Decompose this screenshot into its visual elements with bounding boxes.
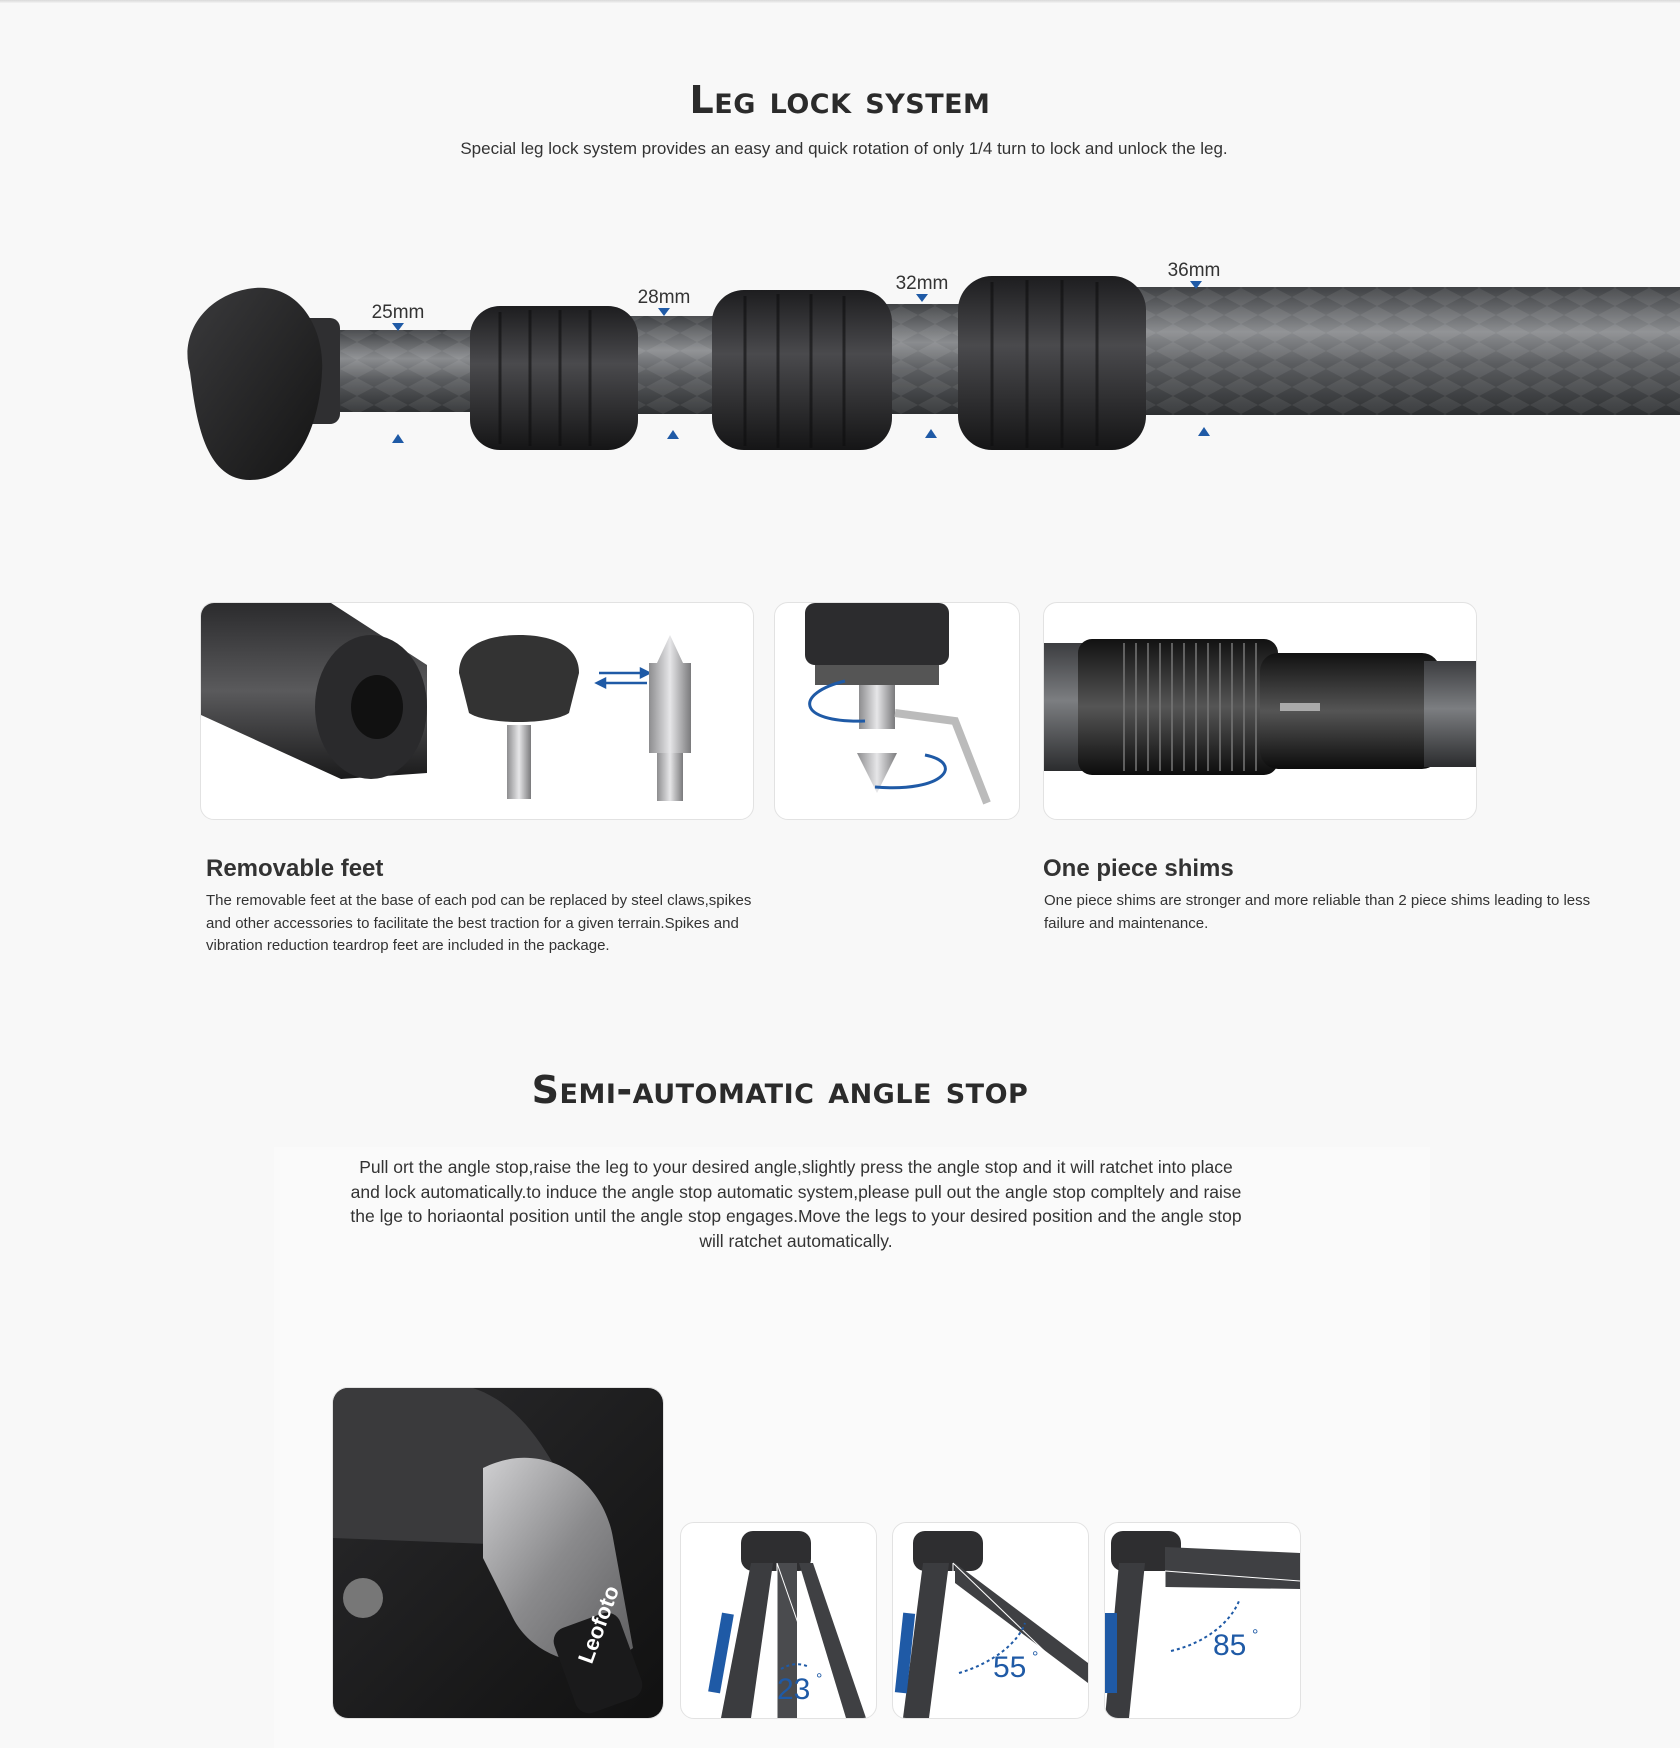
angle-label-85: 85 [1213,1629,1247,1662]
removable-feet-title: Removable feet [206,855,384,882]
angle-stop-title: Semi-automatic angle stop [531,1068,1029,1112]
shims-image [1044,603,1476,819]
angle-stop-closeup-image [333,1388,663,1718]
angle-85-panel [1104,1522,1301,1719]
removable-feet-panel [200,602,754,820]
angle-stop-closeup-panel [332,1387,664,1719]
diameter-label-36: 36mm [1167,260,1221,281]
leg-lock-subtitle: Special leg lock system provides an easy and quick rotation of only 1/4 turn to lock and unlock the leg. [460,139,1228,158]
spike-adjust-panel [774,602,1020,820]
diameter-label-32: 32mm [895,273,949,294]
removable-feet-text: The removable feet at the base of each pod can be replaced by steel claws,spikes and other accessories to facilitate the best traction for a given terrain.Spikes and vibration reduction teardrop feet are included in the package. [206,892,752,954]
tripod-angle-85-image [1105,1523,1300,1718]
one-piece-shims-panel [1043,602,1477,820]
spike-wrench-image [775,603,1019,819]
degree-symbol-23: ° [816,1671,823,1688]
diameter-label-28: 28mm [637,287,691,308]
leg-lock-title: Leg lock system [689,78,991,122]
angle-55-panel [892,1522,1089,1719]
angle-label-55: 55 [993,1651,1027,1684]
angle-label-23: 23 [777,1673,811,1706]
angle-stop-text: Pull ort the angle stop,raise the leg to your desired angle,slightly press the angle stop and it will ratchet into place and lock automatically.to induce the angle stop automatic system,please pull out the angle stop compltely and raise the lge to horiaontal position until the angle stop engages.Move the legs to your desired position and the angle stop will ratchet automatically. [350,1157,1242,1251]
top-divider [0,0,1680,3]
brand-logo-text: Leofoto [573,1582,625,1667]
tripod-leg-image [0,250,1680,500]
tripod-angle-55-image [893,1523,1088,1718]
degree-symbol-55: ° [1032,1649,1039,1666]
degree-symbol-85: ° [1252,1627,1259,1644]
diameter-label-25: 25mm [371,302,425,323]
one-piece-shims-title: One piece shims [1043,855,1234,882]
one-piece-shims-text: One piece shims are stronger and more reliable than 2 piece shims leading to less failure and maintenance. [1044,892,1591,932]
removable-feet-image [201,603,753,819]
angle-23-panel [680,1522,877,1719]
